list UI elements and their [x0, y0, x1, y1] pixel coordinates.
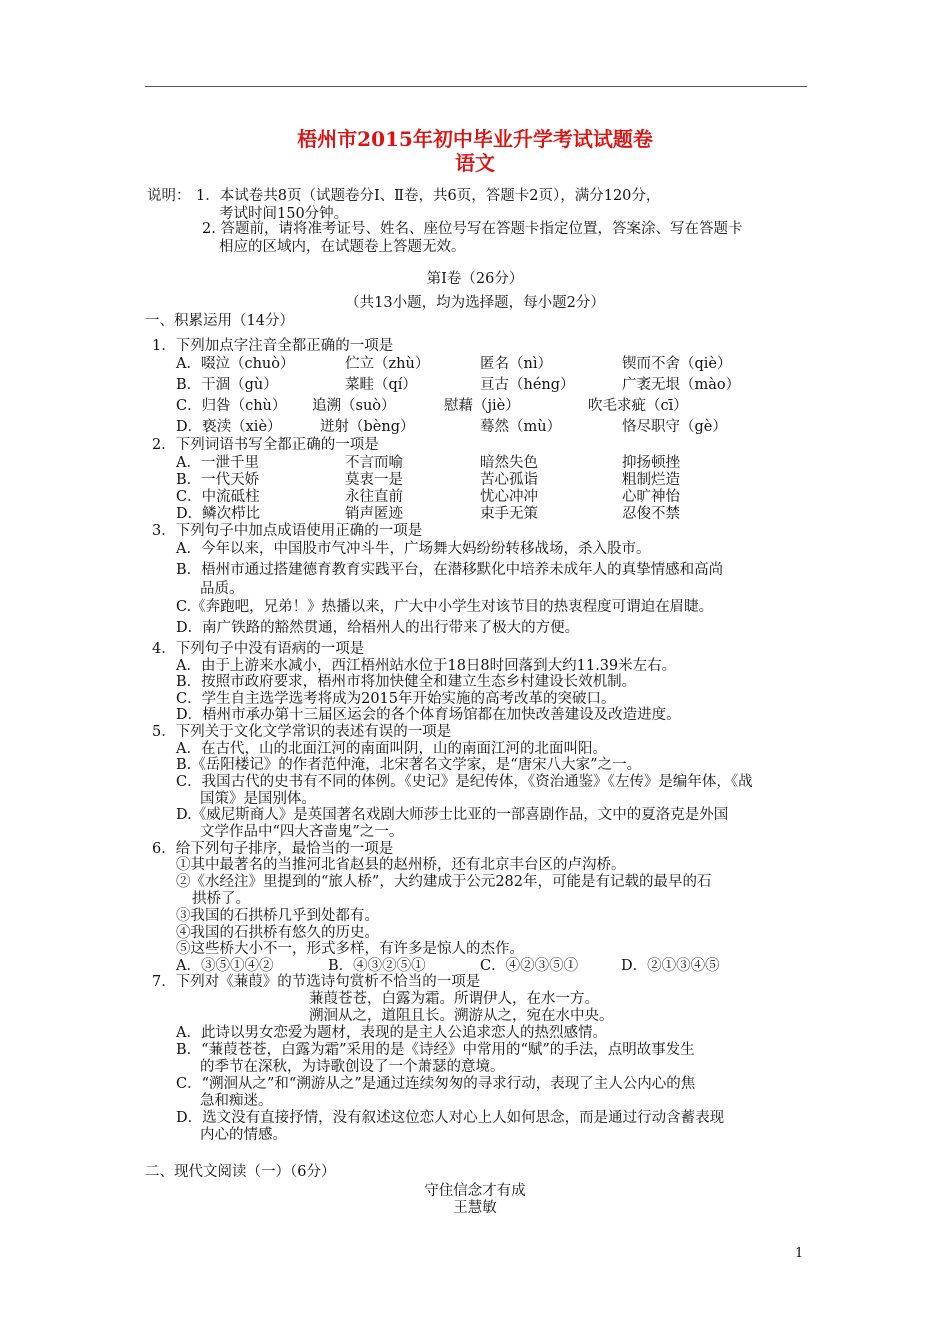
q1-option: C．归咎（chù） — [176, 398, 287, 414]
q7-option-b-line-2: 的季节在深秋，为诗歌创设了一个萧瑟的意境。 — [200, 1059, 505, 1075]
q4-option-a: A．由于上游来水减小，西江梧州站水位于18日8时回落到大约11.39米左右。 — [176, 658, 677, 674]
q1-option: A．啜泣（chuò） — [176, 356, 295, 372]
q3-option-a: A．今年以来，中国股市气冲斗牛，广场舞大妈纷纷转移战场，杀入股市。 — [176, 541, 651, 557]
q1-option-word: 慰藉（jiè） — [444, 398, 520, 414]
q4-option-d: D．梧州市承办第十三届区运会的各个体育场馆都在加快改善建设及改造进度。 — [176, 707, 681, 723]
exam-title: 梧州市2015年初中毕业升学考试试题卷 — [297, 127, 653, 151]
page-number: 1 — [795, 1246, 804, 1261]
q7-option-b-line-1: B．“蒹葭苍苍，白露为霜”采用的是《诗经》中常用的“赋”的手法，点明故事发生 — [176, 1042, 695, 1058]
q6-sentence-1: ①其中最著名的当推河北省赵县的赵州桥，还有北京丰台区的卢沟桥。 — [176, 857, 626, 873]
volume-1-title: 第Ⅰ卷（26分） — [426, 271, 524, 287]
q6-stem: 6．给下列句子排序，最恰当的一项是 — [152, 841, 394, 857]
q1-option-word: 匿名（nì） — [480, 356, 552, 372]
q4-stem: 4．下列句子中没有语病的一项是 — [152, 641, 365, 657]
article-author: 王慧敏 — [453, 1200, 497, 1216]
q2-option: B．一代天娇 — [176, 472, 260, 488]
q5-option-a: A．在古代，山的北面江河的南面叫阴，山的南面江河的北面叫阳。 — [176, 741, 607, 757]
q1-option-word: 追溯（suò） — [312, 398, 396, 414]
q5-option-b: B.《岳阳楼记》的作者范仲淹，北宋著名文学家，是“唐宋八大家”之一。 — [176, 757, 642, 773]
q2-stem: 2．下列词语书写全都正确的一项是 — [152, 437, 379, 453]
header-rule — [145, 86, 807, 87]
q7-poem-line-2: 溯洄从之，道阻且长。溯游从之，宛在水中央。 — [309, 1008, 614, 1024]
q1-option-word: 菜畦（qí） — [345, 377, 417, 393]
q5-option-d-line-1: D.《威尼斯商人》是英国著名戏剧大师莎士比亚的一部喜剧作品，文中的夏洛克是外国 — [176, 807, 729, 823]
q6-sentence-4: ④我国的石拱桥有悠久的历史。 — [176, 925, 379, 941]
q5-option-c-line-2: 国策》是国别体。 — [200, 791, 316, 807]
q4-option-b: B．按照市政府要求，梧州市将加快健全和建立生态乡村建设长效机制。 — [176, 674, 637, 690]
q1-option-word: 亘古（héng） — [480, 377, 575, 393]
exam-subject: 语文 — [455, 151, 495, 175]
q1-option-word: 恪尽职守（gè） — [622, 419, 727, 435]
q2-option: D．鳞次栉比 — [176, 506, 261, 522]
q7-stem: 7．下列对《蒹葭》的节选诗句赏析不恰当的一项是 — [152, 974, 481, 990]
q6-option-b: B．④③②⑤① — [328, 958, 426, 974]
q5-option-c-line-1: C．我国古代的史书有不同的体例。《史记》是纪传体，《资治通鉴》《左传》是编年体，《战 — [176, 774, 753, 790]
q6-sentence-5: ⑤这些桥大小不一，形式多样，有许多是惊人的杰作。 — [176, 941, 524, 957]
notes-label: 说明： — [147, 188, 191, 204]
q3-option-d: D．南广铁路的豁然贯通，给梧州人的出行带来了极大的方便。 — [176, 620, 580, 636]
q6-option-c: C．④②③⑤① — [480, 958, 579, 974]
q2-option-word: 永往直前 — [345, 489, 403, 505]
q1-option: D．亵渎（xiè） — [176, 419, 282, 435]
q1-option-word: 迸射（bèng） — [320, 419, 415, 435]
q2-option-word: 暗然失色 — [480, 455, 538, 471]
q7-option-c-line-2: 急和痴迷。 — [200, 1093, 273, 1109]
q2-option: C．中流砥柱 — [176, 489, 260, 505]
q6-sentence-2-line-1: ②《水经注》里提到的“旅人桥”，大约建成于公元282年，可能是有记载的最早的石 — [176, 874, 712, 890]
q2-option-word: 束手无策 — [480, 506, 538, 522]
note-2-line-1: 2. 答题前，请将准考证号、姓名、座位号写在答题卡指定位置，答案涂、写在答题卡 — [202, 221, 743, 237]
q2-option-word: 苦心孤诣 — [480, 472, 538, 488]
q3-stem: 3．下列句子中加点成语使用正确的一项是 — [152, 523, 423, 539]
q7-option-d-line-1: D．选文没有直接抒情，没有叙述这位恋人对心上人如何思念，而是通过行动含蓄表现 — [176, 1110, 725, 1126]
q7-option-d-line-2: 内心的情感。 — [200, 1127, 287, 1143]
q1-stem: 1．下列加点字注音全都正确的一项是 — [152, 338, 394, 354]
section-1-title: 一、积累运用（14分） — [145, 313, 294, 329]
q2-option-word: 莫衷一是 — [345, 472, 403, 488]
article-title: 守住信念才有成 — [424, 1183, 526, 1199]
q7-option-a: A．此诗以男女恋爱为题材，表现的是主人公追求恋人的热烈感情。 — [176, 1025, 607, 1041]
q4-option-c: C．学生自主选学选考将成为2015年开始实施的高考改革的突破口。 — [176, 691, 616, 707]
q2-option-word: 销声匿迹 — [345, 506, 403, 522]
q6-option-a: A．③⑤①④② — [176, 958, 274, 974]
q2-option-word: 粗制烂造 — [622, 472, 680, 488]
q3-option-c: C.《奔跑吧，兄弟！》热播以来，广大中小学生对该节目的热衷程度可谓迫在眉睫。 — [176, 599, 714, 615]
q1-option-word: 广袤无垠（mào） — [622, 377, 741, 393]
q7-poem-line-1: 蒹葭苍苍，白露为霜。所谓伊人，在水一方。 — [309, 991, 599, 1007]
q2-option: A．一泄千里 — [176, 455, 259, 471]
note-1-line-2: 考试时间150分钟。 — [219, 206, 349, 222]
note-1-line-1: 1．本试卷共8页（试题卷分Ⅰ、Ⅱ卷，共6页，答题卡2页），满分120分， — [196, 188, 661, 204]
q3-option-b-line-1: B．梧州市通过搭建德育教育实践平台，在潜移默化中培养未成年人的真挚情感和高尚 — [176, 562, 724, 578]
q2-option-word: 心旷神怡 — [622, 489, 680, 505]
q2-option-word: 忍俊不禁 — [622, 506, 680, 522]
q1-option-word: 蓦然（mù） — [480, 419, 562, 435]
q6-sentence-3: ③我国的石拱桥几乎到处都有。 — [176, 908, 379, 924]
q5-stem: 5．下列关于文化文学常识的表述有误的一项是 — [152, 724, 452, 740]
section-2-title: 二、现代文阅读（一）（6分） — [145, 1164, 336, 1180]
q1-option-word: 锲而不舍（qiè） — [622, 356, 732, 372]
q3-option-b-line-2: 品质。 — [200, 581, 244, 597]
q2-option-word: 忧心冲冲 — [480, 489, 538, 505]
q2-option-word: 抑扬顿挫 — [622, 455, 680, 471]
q7-option-c-line-1: C．“溯洄从之”和“溯游从之”是通过连续匆匆的寻求行动，表现了主人公内心的焦 — [176, 1076, 696, 1092]
q6-option-d: D．②①③④⑤ — [621, 958, 720, 974]
q2-option-word: 不言而喻 — [345, 455, 403, 471]
q1-option-word: 吹毛求疵（cī） — [588, 398, 688, 414]
volume-1-subtitle: （共13小题，均为选择题，每小题2分） — [345, 295, 605, 311]
q5-option-d-line-2: 文学作品中“四大吝啬鬼”之一。 — [200, 824, 404, 840]
q1-option: B．干涸（gù） — [176, 377, 278, 393]
note-2-line-2: 相应的区域内，在试题卷上答题无效。 — [219, 239, 466, 255]
q1-option-word: 伫立（zhù） — [345, 356, 430, 372]
q6-sentence-2-line-2: 拱桥了。 — [192, 891, 250, 907]
